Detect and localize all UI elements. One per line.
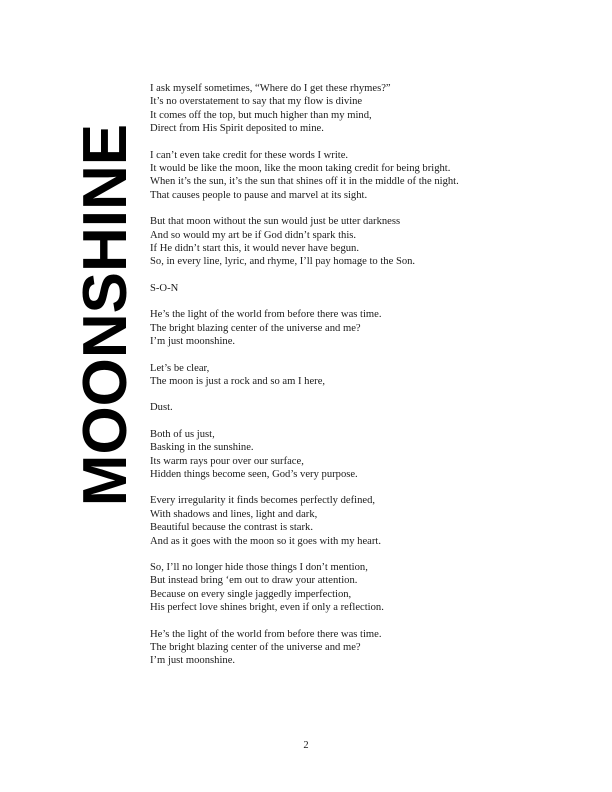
poem-line: The bright blazing center of the universe and me? [150, 642, 361, 653]
poem-line: That causes people to pause and marvel at its sight. [150, 189, 368, 201]
poem-line: Let’s be clear, [150, 362, 210, 374]
page-number: 2 [303, 740, 309, 751]
poem-stanza [150, 282, 590, 295]
poem-line: With shadows and lines, light and dark, [150, 508, 318, 520]
poem-stanza [150, 308, 590, 348]
poem-line: The bright blazing center of the universe and me? [150, 322, 361, 334]
poem-line: He’s the light of the world from before there was time. [150, 309, 382, 321]
poem-title-vertical [71, 78, 140, 552]
poem-line: Beautiful because the contrast is stark. [150, 522, 313, 534]
poem-stanza [150, 401, 590, 414]
poem-line: I’m just moonshine. [150, 336, 236, 348]
poem-stanza [150, 215, 590, 269]
poem-stanza [150, 561, 590, 615]
poem-stanza [150, 494, 590, 548]
poem-line: And so would my art be if God didn’t spark this. [150, 229, 357, 241]
poem-body [150, 82, 590, 681]
poem-line: Both of us just, [150, 428, 215, 440]
poem-line: Its warm rays pour over our surface, [150, 455, 304, 467]
poem-line: So, in every line, lyric, and rhyme, I’ll pay homage to the Son. [150, 256, 416, 268]
poem-line: Basking in the sunshine. [150, 442, 254, 454]
poem-line: If He didn’t start this, it would never have begun. [150, 243, 359, 255]
poem-line: I can’t even take credit for these words I write. [150, 149, 349, 161]
poem-line: I’m just moonshine. [150, 655, 236, 667]
poem-line: It’s no overstatement to say that my flow is divine [150, 96, 363, 108]
poem-line: Dust. [150, 402, 173, 414]
poem-line: He’s the light of the world from before there was time. [150, 628, 382, 640]
poem-stanza [150, 149, 590, 203]
poem-line: So, I’ll no longer hide those things I don’t mention, [150, 561, 368, 573]
poem-line: Direct from His Spirit deposited to mine. [150, 123, 324, 135]
poem-line: Because on every single jaggedly imperfection, [150, 588, 352, 600]
poem-line: But that moon without the sun would just be utter darkness [150, 216, 401, 228]
poem-line: It comes off the top, but much higher than my mind, [150, 109, 372, 121]
poem-line: His perfect love shines bright, even if only a reflection. [150, 602, 384, 614]
poem-stanza [150, 362, 590, 389]
poem-title: MOONSHINE [71, 123, 140, 507]
poem-line: It would be like the moon, like the moon taking credit for being bright. [150, 163, 451, 175]
poem-stanza [150, 82, 590, 136]
poem-line: Hidden things become seen, God’s very purpose. [150, 468, 358, 480]
poem-line: I ask myself sometimes, “Where do I get these rhymes?” [150, 83, 391, 94]
poem-stanza [150, 428, 590, 482]
poem-line: S-O-N [150, 282, 179, 294]
poem-line: When it’s the sun, it’s the sun that shines off it in the middle of the night. [150, 176, 459, 188]
poem-stanza [150, 628, 590, 668]
poem-line: Every irregularity it finds becomes perfectly defined, [150, 495, 376, 507]
poem-line: And as it goes with the moon so it goes with my heart. [150, 535, 381, 547]
poem-line: But instead bring ‘em out to draw your attention. [150, 575, 358, 587]
poem-line: The moon is just a rock and so am I here, [150, 375, 326, 387]
